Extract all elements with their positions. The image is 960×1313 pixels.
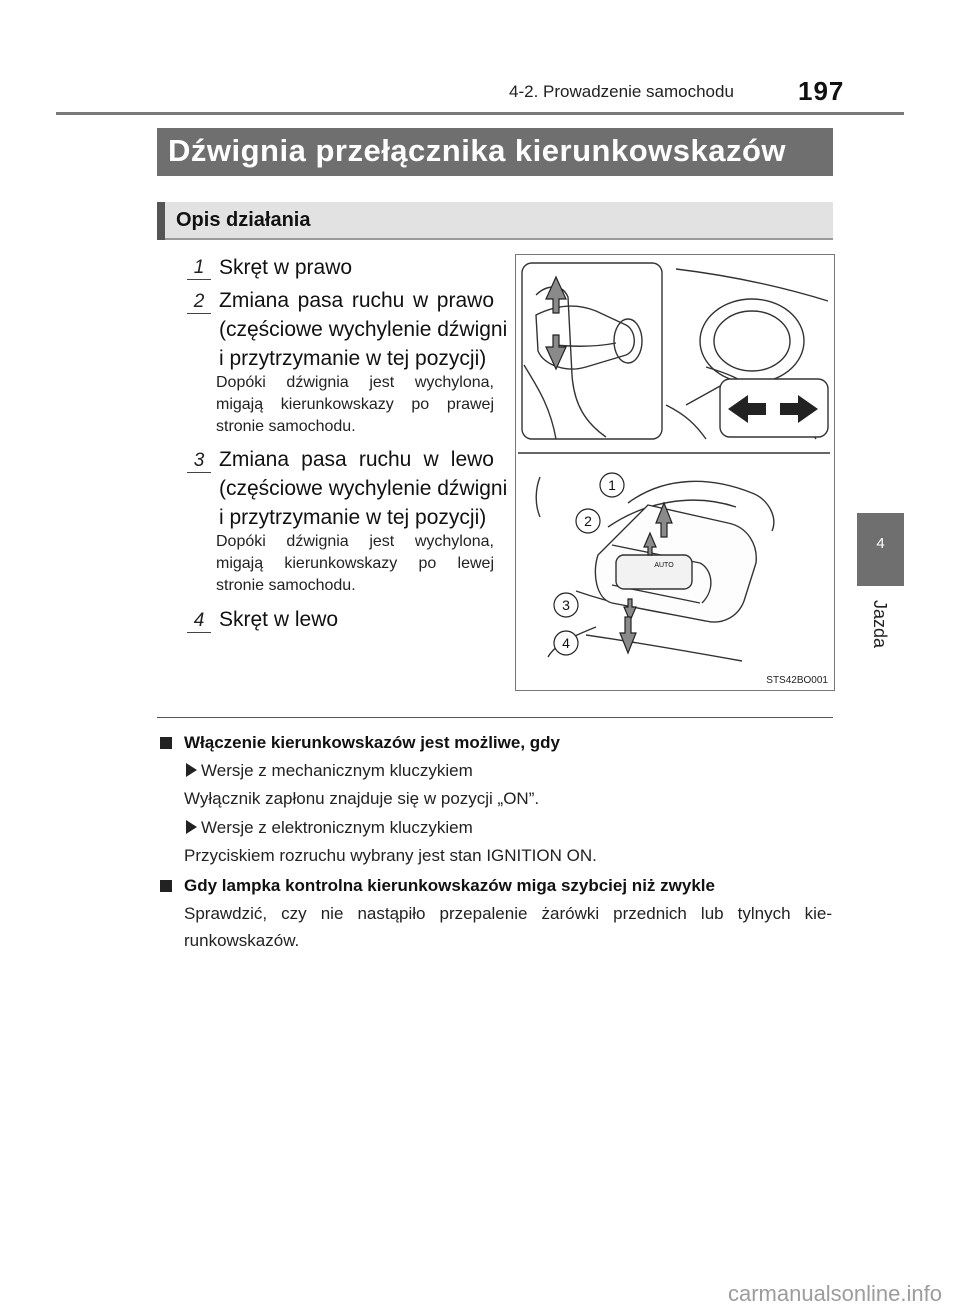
info-heading-1: Włączenie kierunkowskazów jest możliwe, gdy (184, 733, 561, 752)
info-text-2-line-2: runkowskazów. (184, 931, 300, 950)
item-3-line-1: Zmiana pasa ruchu w lewo (219, 448, 494, 471)
variant-mechanical-key: Wersje z mechanicznym kluczykiem (201, 761, 473, 780)
chapter-number: 4 (876, 535, 885, 552)
page-title: Dźwignia przełącznika kierunkowskazów (168, 133, 787, 168)
dashboard-top (676, 269, 828, 301)
chapter-label-wrap (860, 600, 900, 650)
triangle-bullet-2 (186, 820, 197, 834)
turn-signal-figure (515, 254, 835, 691)
header-rule (56, 112, 904, 115)
subtitle: Opis działania (176, 209, 311, 231)
item-4-line-1: Skręt w lewo (219, 608, 339, 631)
variant-electronic-text: Przyciskiem rozruchu wybrany jest stan IGNITION ON. (184, 846, 597, 865)
switch-label-auto: AUTO (654, 562, 674, 569)
callout-label-3: 3 (562, 597, 570, 613)
item-1-line-1: Skręt w prawo (219, 256, 353, 279)
variant-mechanical-text: Wyłącznik zapłonu znajduje się w pozycji „ON”. (184, 789, 540, 808)
figure-code: STS42BO001 (766, 675, 828, 686)
lever-illustration (516, 255, 834, 690)
item-number-2: 2 (189, 290, 209, 314)
header-section: 4-2. Prowadzenie samochodu (509, 82, 734, 101)
info-heading-2: Gdy lampka kontrolna kierunkowskazów miga szybciej niż zwykle (184, 876, 715, 895)
item-2-line-2: (częściowe wychylenie dźwigni (219, 318, 508, 341)
item-2-note: Dopóki dźwignia jest wychylona, migają kierunkowskazy po prawej stronie samochodu. (216, 374, 494, 435)
item-3-line-2: (częściowe wychylenie dźwigni (219, 477, 508, 500)
item-2-line-3: i przytrzymanie w tej pozycji) (219, 347, 487, 370)
info-text-2-line-1: Sprawdzić, czy nie nastąpiło przepalenie żarówki przednich lub tylnych kie- (184, 904, 832, 923)
callout-label-1: 1 (608, 477, 616, 493)
item-number-1: 1 (189, 256, 209, 280)
square-bullet-1 (160, 737, 172, 749)
section-rule (157, 717, 833, 718)
page-number: 197 (798, 76, 845, 106)
square-bullet-2 (160, 880, 172, 892)
item-3-note: Dopóki dźwignia jest wychylona, migają kierunkowskazy po lewej stronie samochodu. (216, 533, 494, 594)
item-2-line-1: Zmiana pasa ruchu w prawo (219, 289, 494, 312)
arrow-up-icon (546, 277, 566, 313)
triangle-bullet-1 (186, 763, 197, 777)
chapter-label: Jazda (870, 600, 890, 649)
watermark: carmanualsonline.info (727, 1281, 942, 1306)
item-number-3: 3 (189, 449, 209, 473)
item-number-4: 4 (189, 609, 209, 633)
callout-label-2: 2 (584, 513, 592, 529)
item-3-line-3: i przytrzymanie w tej pozycji) (219, 506, 487, 529)
arrow-down-large-icon (620, 617, 636, 653)
callout-label-4: 4 (562, 635, 570, 651)
direction-bubble (720, 379, 828, 437)
subtitle-accent (157, 202, 165, 240)
arrow-down-icon (546, 335, 566, 369)
variant-electronic-key: Wersje z elektronicznym kluczykiem (201, 818, 473, 837)
